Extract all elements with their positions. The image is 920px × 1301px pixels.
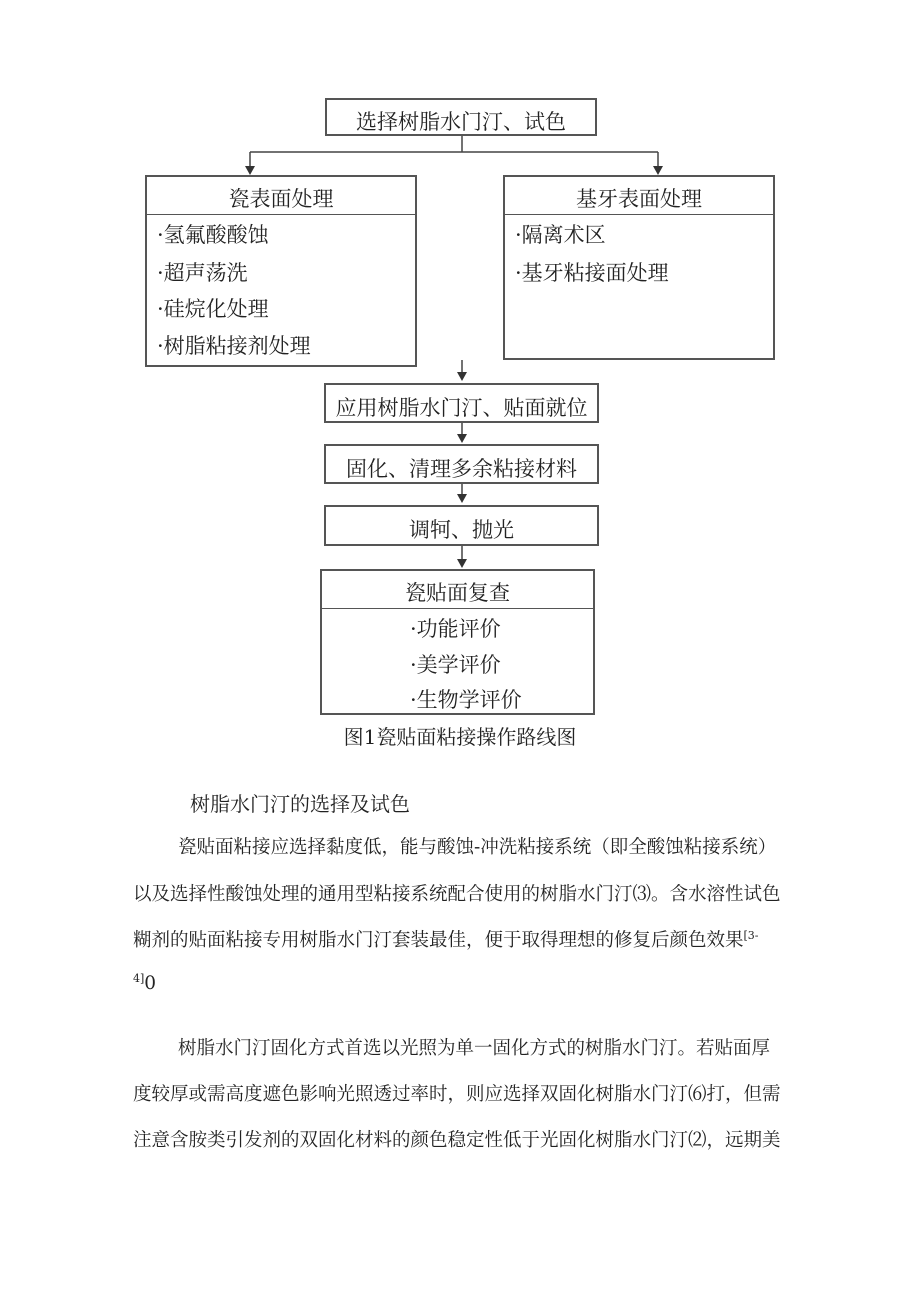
step-cure-clean: [324, 444, 599, 484]
figure-caption: 图1瓷贴面粘接操作路线图: [343, 725, 577, 749]
arrow-head: [457, 494, 467, 503]
arrow-head: [245, 166, 255, 175]
list-item: ·美学评价: [410, 653, 501, 677]
list-item: ·基牙粘接面处理: [515, 261, 669, 285]
list-item: ·树脂粘接剂处理: [157, 334, 311, 358]
arrow-head: [457, 372, 467, 381]
list-item: ·生物学评价: [410, 688, 522, 712]
paragraph-line: 注意含胺类引发剂的双固化材料的颜色稳定性低于光固化树脂水门汀⑵，远期美: [133, 1130, 781, 1151]
paragraph-line: 度较厚或需高度遮色影响光照透过率时，则应选择双固化树脂水门汀⑹打，但需: [133, 1084, 781, 1105]
paragraph-text: 糊剂的贴面粘接专用树脂水门汀套装最佳，便于取得理想的修复后颜色效果: [133, 930, 744, 951]
list-item: ·隔离术区: [515, 223, 606, 247]
abutment-treatment-box: [503, 175, 775, 360]
review-box: [320, 569, 595, 715]
arrow-head: [653, 166, 663, 175]
step-label: 应用树脂水门汀、贴面就位: [335, 396, 588, 420]
step-label: 固化、清理多余粘接材料: [346, 457, 577, 481]
paragraph-line: [133, 926, 759, 952]
box-title: 瓷贴面复查: [405, 581, 510, 605]
list-item: ·超声荡洗: [157, 261, 248, 285]
porcelain-treatment-box: [145, 175, 417, 367]
list-item: ·氢氟酸酸蚀: [157, 223, 269, 247]
paragraph-line: 瓷贴面粘接应选择黏度低，能与酸蚀-冲洗粘接系统（即全酸蚀粘接系统）: [178, 837, 777, 858]
paragraph-line: 以及选择性酸蚀处理的通用型粘接系统配合使用的树脂水门汀⑶。含水溶性试色: [133, 884, 781, 905]
step-adjust-polish: [324, 505, 599, 546]
paragraph-line: 树脂水门汀固化方式首选以光照为单一固化方式的树脂水门汀。若贴面厚: [178, 1038, 771, 1059]
divider: [322, 608, 593, 609]
paragraph-line: [133, 972, 156, 994]
section-heading: 树脂水门汀的选择及试色: [190, 792, 410, 816]
arrow-head: [457, 434, 467, 443]
arrow-head: [457, 559, 467, 568]
box-title: 基牙表面处理: [576, 187, 702, 211]
citation-ref: [3-: [743, 928, 759, 942]
divider: [505, 214, 773, 215]
list-item: ·功能评价: [410, 617, 501, 641]
step-label: 调牱、抛光: [409, 518, 514, 542]
list-item: ·硅烷化处理: [157, 297, 269, 321]
citation-ref: 4]: [133, 972, 145, 985]
step-apply-cement: [324, 383, 599, 423]
divider: [147, 214, 415, 215]
step-label: 选择树脂水门汀、试色: [356, 110, 566, 134]
box-title: 瓷表面处理: [228, 187, 334, 211]
step-select-cement: [325, 98, 597, 136]
paragraph-text: 0: [144, 973, 157, 995]
